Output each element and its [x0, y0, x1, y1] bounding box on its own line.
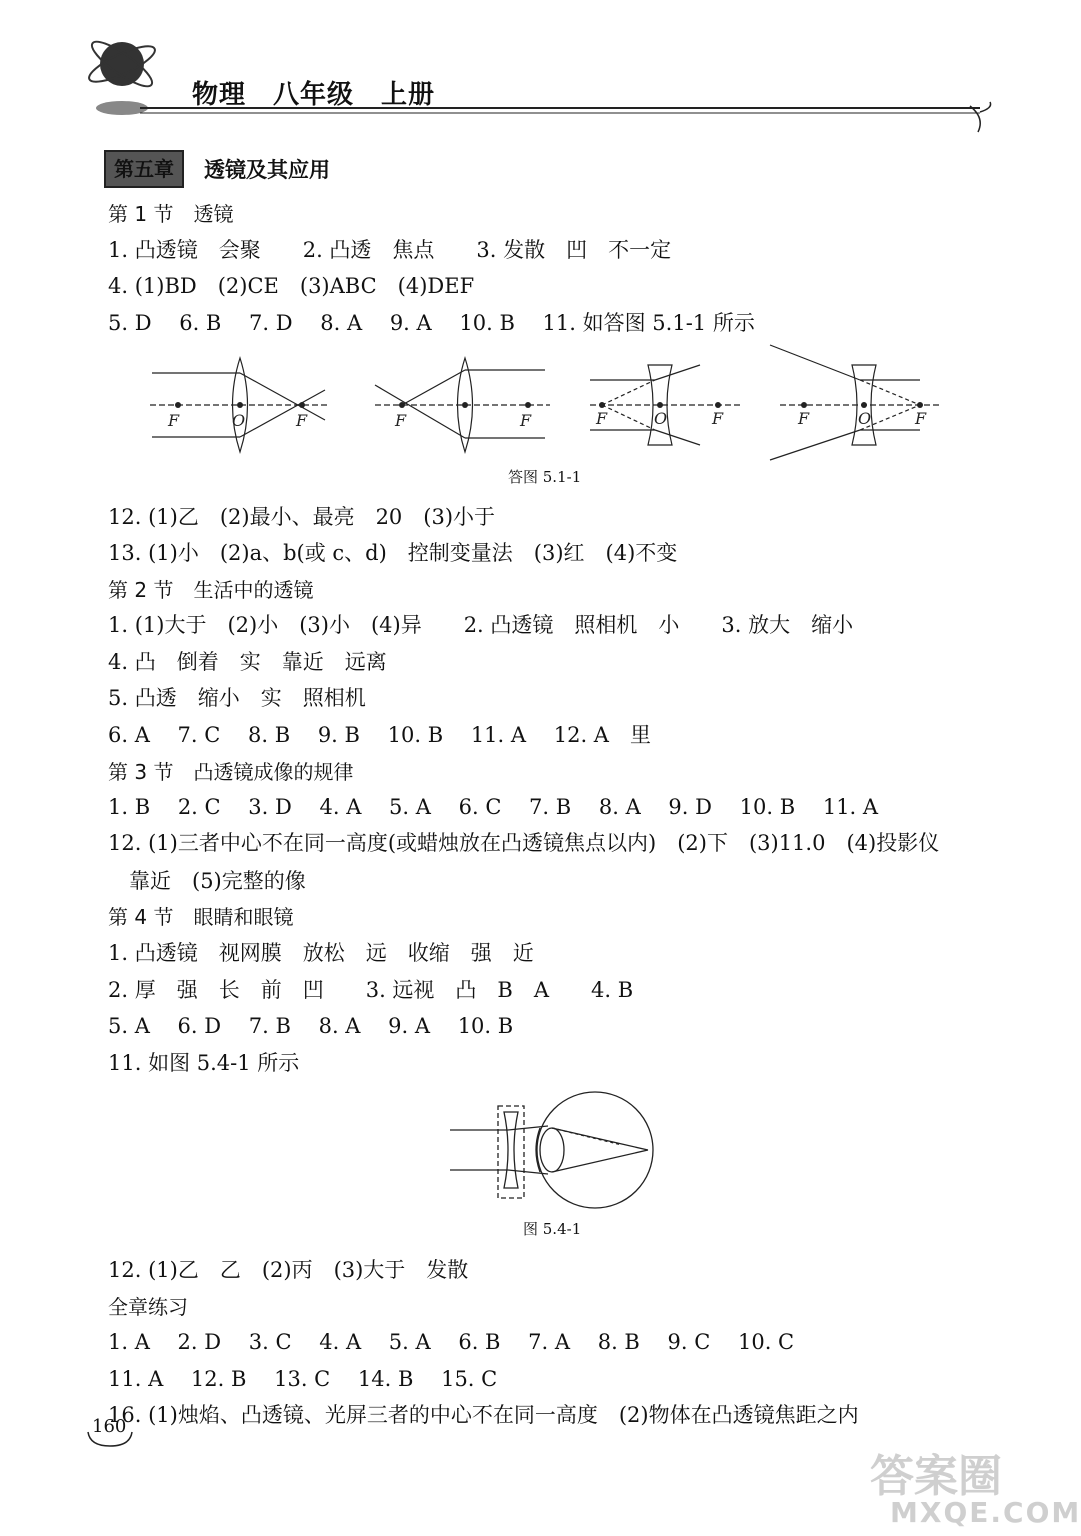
answer-line: 4. (1)BD (2)CE (3)ABC (4)DEF [108, 274, 475, 298]
figure-caption: 答图 5.1-1 [508, 468, 582, 486]
answer-line: 靠近 (5)完整的像 [108, 869, 306, 893]
answer-line: 5. A 6. D 7. B 8. A 9. A 10. B [108, 1014, 514, 1038]
answer-line: 5. 凸透 缩小 实 照相机 [108, 686, 366, 710]
answer-line: 1. A 2. D 3. C 4. A 5. A 6. B 7. A 8. B 9. C 10. C [108, 1330, 795, 1354]
center-label: O [654, 409, 668, 428]
section-heading: 第 1 节 透镜 [108, 202, 234, 226]
answer-line: 2. 厚 强 长 前 凹 3. 远视 凸 B A 4. B [108, 978, 634, 1002]
answer-line: 16. (1)烛焰、凸透镜、光屏三者的中心不在同一高度 (2)物体在凸透镜焦距之内 [108, 1403, 859, 1427]
focus-label: F [395, 411, 407, 430]
answer-line: 6. A 7. C 8. B 9. B 10. B 11. A 12. A 里 [108, 723, 651, 747]
chapter-title: 透镜及其应用 [204, 158, 330, 182]
page-number-bracket [86, 1430, 136, 1450]
answer-line: 12. (1)乙 (2)最小、最亮 20 (3)小于 [108, 505, 496, 529]
answer-line: 1. B 2. C 3. D 4. A 5. A 6. C 7. B 8. A 9. D 10. B 11. A [108, 795, 879, 819]
answer-line: 1. 凸透镜 视网膜 放松 远 收缩 强 近 [108, 941, 534, 965]
watermark-url: MXQE.COM [890, 1496, 1081, 1529]
focus-label: F [596, 409, 608, 428]
lens-ray-diagrams [140, 340, 960, 465]
answer-line: 12. (1)三者中心不在同一高度(或蜡烛放在凸透镜焦点以内) (2)下 (3)11.0 (4)投影仪 [108, 831, 940, 855]
answer-line: 4. 凸 倒着 实 靠近 远离 [108, 650, 387, 674]
focus-label: F [798, 409, 810, 428]
answer-line: 12. (1)乙 乙 (2)丙 (3)大于 发散 [108, 1258, 469, 1282]
watermark-logo: 答案圈 [870, 1451, 1002, 1502]
answer-line: 1. 凸透镜 会聚 2. 凸透 焦点 3. 发散 凹 不一定 [108, 238, 672, 262]
answer-line: 11. 如图 5.4-1 所示 [108, 1051, 300, 1075]
header-title: 物理 八年级 上册 [192, 80, 436, 110]
answer-line: 5. D 6. B 7. D 8. A 9. A 10. B 11. 如答图 5.1-1 所示 [108, 311, 755, 335]
section-heading: 第 2 节 生活中的透镜 [108, 578, 314, 602]
answer-line: 1. (1)大于 (2)小 (3)小 (4)异 2. 凸透镜 照相机 小 3. 放大 缩小 [108, 613, 854, 637]
section-heading: 第 3 节 凸透镜成像的规律 [108, 760, 354, 784]
page-number: 160 [92, 1416, 127, 1437]
figure-caption: 图 5.4-1 [523, 1220, 582, 1238]
header-rule [100, 104, 1000, 144]
focus-label: F [296, 411, 308, 430]
section-heading: 全章练习 [108, 1295, 188, 1319]
answer-line: 11. A 12. B 13. C 14. B 15. C [108, 1367, 498, 1391]
center-label: O [858, 409, 872, 428]
section-heading: 第 4 节 眼睛和眼镜 [108, 905, 294, 929]
center-label: O [232, 411, 246, 430]
focus-label: F [520, 411, 532, 430]
answer-line: 13. (1)小 (2)a、b(或 c、d) 控制变量法 (3)红 (4)不变 [108, 541, 678, 565]
focus-label: F [915, 409, 927, 428]
chapter-badge: 第五章 [104, 150, 184, 188]
focus-label: F [168, 411, 180, 430]
eye-lens-diagram [440, 1090, 670, 1215]
focus-label: F [712, 409, 724, 428]
